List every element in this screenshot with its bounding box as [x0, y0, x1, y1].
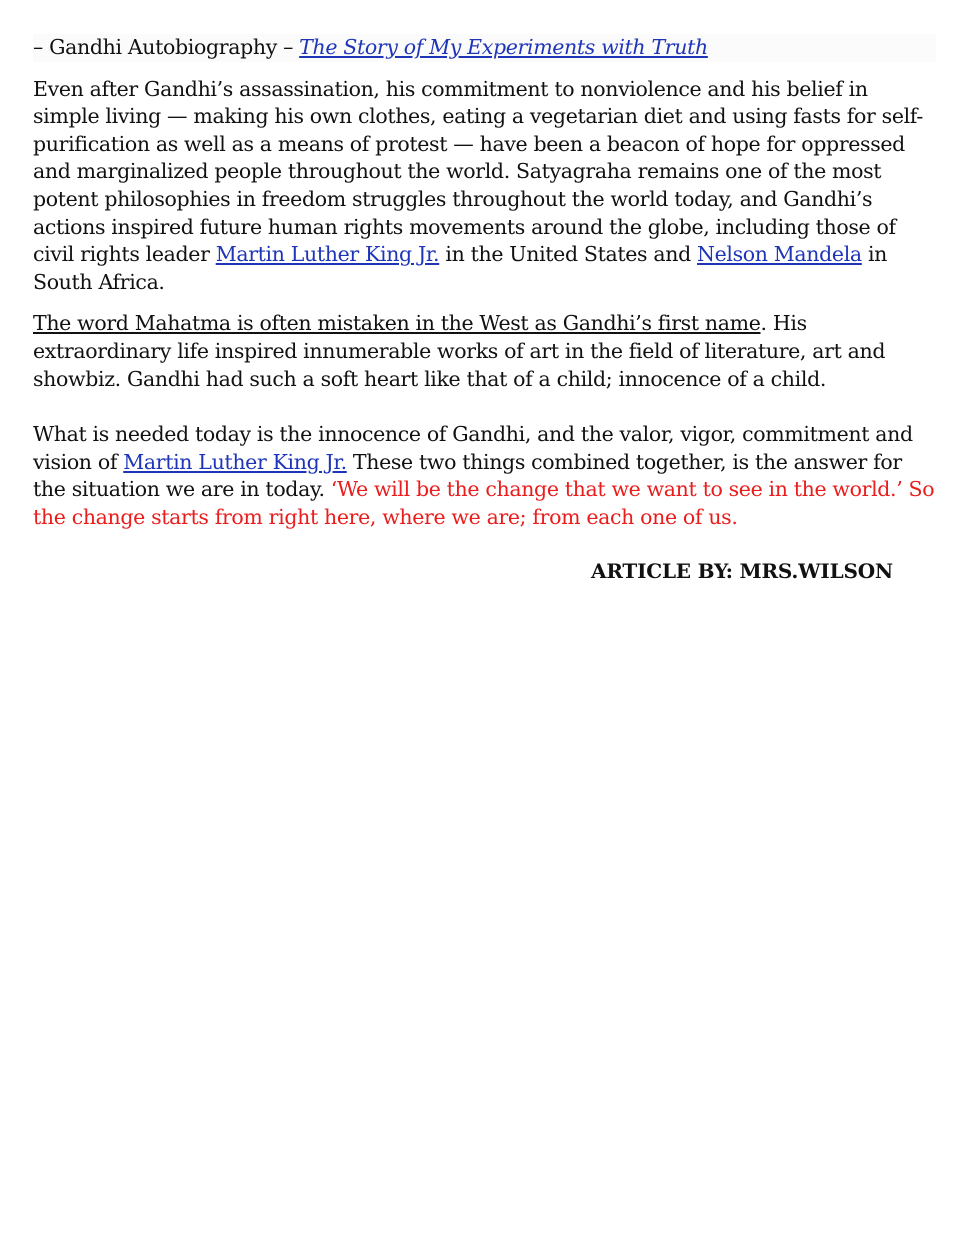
change-quote: ‘We will be the change that we want to see in the world.’ So the change starts from right here, where we are; from each one of us. — [33, 477, 935, 529]
paragraph-conclusion-text-a: What is needed today is the innocence of Gandhi, and the valor, vigor, commitment and vision of — [33, 422, 913, 474]
paragraph-conclusion — [33, 421, 936, 531]
paragraph-legacy-text-a: Even after Gandhi’s assassination, his commitment to nonviolence and his belief in simple living — making his own clothes, eating a vegetarian diet and using fasts for self-purification as well as a means of protest — have been a beacon of hope for oppressed and marginalized people throughout the world. Satyagraha remains one of the most potent philosophies in freedom struggles throughout the world today, and Gandhi’s actions inspired future human rights movements around the globe, including those of civil rights leader — [33, 76, 923, 267]
article-byline: ARTICLE BY: MRS.WILSON — [591, 558, 893, 583]
paragraph-legacy-text-b: in the United States and — [439, 242, 698, 267]
article-page — [33, 34, 936, 585]
source-citation — [33, 34, 936, 62]
paragraph-mahatma-text: . His extraordinary life inspired innumerable works of art in the field of literature, art and showbiz. Gandhi had such a soft heart like that of a child; innocence of a child. — [33, 311, 886, 391]
mlk-link[interactable]: Martin Luther King Jr. — [215, 242, 440, 267]
paragraph-conclusion-text-b: These two things combined together, is the answer for the situation we are in today. — [33, 449, 902, 502]
paragraph-legacy-text-c: in South Africa. — [33, 242, 888, 294]
paragraph-legacy — [33, 76, 936, 297]
source-prefix: – Gandhi Autobiography – — [33, 35, 300, 59]
paragraph-mahatma — [33, 310, 936, 393]
book-title-link[interactable]: The Story of My Experiments with Truth — [299, 35, 708, 59]
mlk-link-2[interactable]: Martin Luther King Jr. — [123, 449, 347, 474]
mandela-link[interactable]: Nelson Mandela — [697, 242, 862, 267]
mahatma-underlined-text: The word Mahatma is often mistaken in the West as Gandhi’s first name — [33, 311, 761, 336]
